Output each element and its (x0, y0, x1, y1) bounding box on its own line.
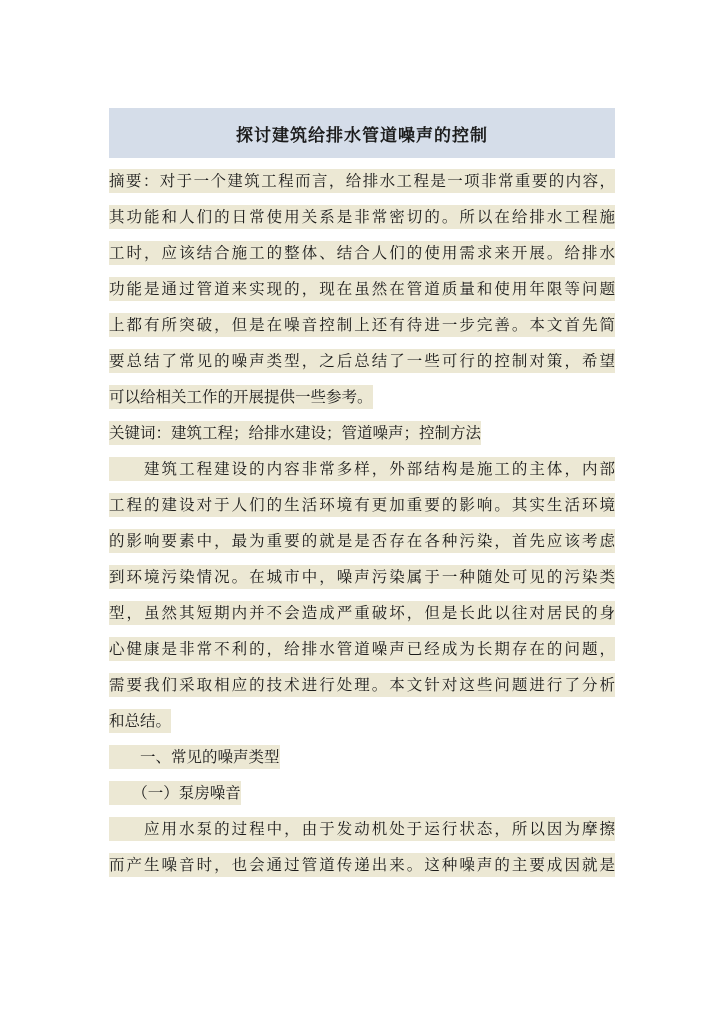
abstract-line: 摘要：对于一个建筑工程而言，给排水工程是一项非常重要的内容， (109, 169, 615, 193)
paragraph-line: 应用水泵的过程中，由于发动机处于运行状态，所以因为摩擦 (109, 817, 615, 841)
document-title: 探讨建筑给排水管道噪声的控制 (236, 125, 488, 146)
abstract-line: 要总结了常见的噪声类型，之后总结了一些可行的控制对策，希望 (109, 349, 615, 373)
abstract-line: 可以给相关工作的开展提供一些参考。 (109, 385, 373, 409)
keywords-line: 关键词：建筑工程；给排水建设；管道噪声；控制方法 (109, 421, 481, 445)
paragraph-line: 需要我们采取相应的技术进行处理。本文针对这些问题进行了分析 (109, 673, 615, 697)
paragraph-line: 和总结。 (109, 709, 171, 733)
paragraph-line: 心健康是非常不利的，给排水管道噪声已经成为长期存在的问题， (109, 637, 615, 661)
paragraph-line: 的影响要素中，最为重要的就是是否存在各种污染，首先应该考虑 (109, 529, 615, 553)
title-banner (109, 108, 615, 158)
paragraph-line: 工程的建设对于人们的生活环境有更加重要的影响。其实生活环境 (109, 493, 615, 517)
abstract-line: 其功能和人们的日常使用关系是非常密切的。所以在给排水工程施 (109, 205, 615, 229)
paragraph-line: 而产生噪音时，也会通过管道传递出来。这种噪声的主要成因就是 (109, 853, 615, 877)
section-heading: 一、常见的噪声类型 (109, 745, 280, 769)
paragraph-line: 到环境污染情况。在城市中，噪声污染属于一种随处可见的污染类 (109, 565, 615, 589)
abstract-line: 上都有所突破，但是在噪音控制上还有待进一步完善。本文首先简 (109, 313, 615, 337)
abstract-line: 功能是通过管道来实现的，现在虽然在管道质量和使用年限等问题 (109, 277, 615, 301)
paragraph-line: 型，虽然其短期内并不会造成严重破坏，但是长此以往对居民的身 (109, 601, 615, 625)
paragraph-line: 建筑工程建设的内容非常多样，外部结构是施工的主体，内部 (109, 457, 615, 481)
abstract-line: 工时，应该结合施工的整体、结合人们的使用需求来开展。给排水 (109, 241, 615, 265)
subsection-heading: （一）泵房噪音 (109, 781, 241, 805)
